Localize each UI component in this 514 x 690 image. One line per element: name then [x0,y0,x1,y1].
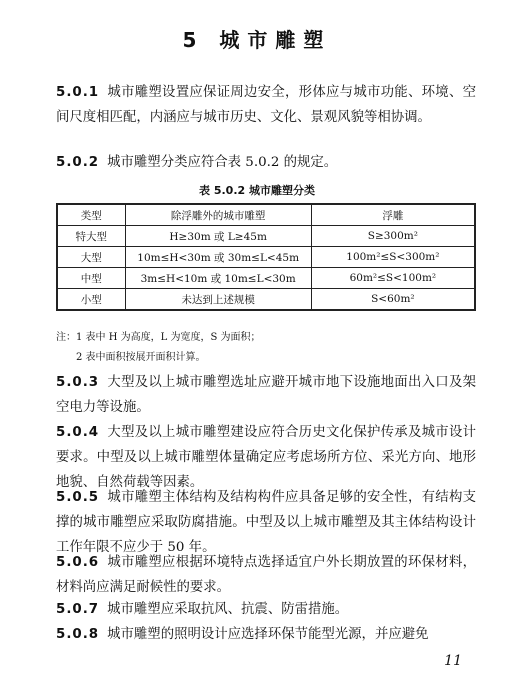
clause-5-0-4 [56,420,476,495]
clause-5-0-3 [56,370,476,420]
classification-table [56,203,476,311]
table-cell: 中型 [57,268,125,289]
table-cell: S≥300m² [311,226,475,247]
table-cell: 3m≤H<10m 或 10m≤L<30m [125,268,311,289]
note-text: 2 表中面积按展开面积计算。 [76,352,206,363]
clause-text: 城市雕塑设置应保证周边安全，形体应与城市功能、环境、空间尺度相匹配，内涵应与城市历史、文化、景观风貌等相协调。 [56,85,476,125]
table-header-row [57,204,475,226]
table-cell: S<60m² [311,289,475,311]
notes-label: 注： [56,332,76,343]
clause-text: 城市雕塑的照明设计应选择环保节能型光源，并应避免 [107,627,429,642]
clause-5-0-2 [56,150,476,175]
table-cell: H≥30m 或 L≥45m [125,226,311,247]
table-cell: 大型 [57,247,125,268]
clause-5-0-7 [56,597,476,622]
clause-number: 5.0.2 [56,155,100,170]
clause-number: 5.0.8 [56,627,100,642]
table-cell: 特大型 [57,226,125,247]
table-row [57,226,475,247]
note-line [56,328,476,348]
table-cell: 60m²≤S<100m² [311,268,475,289]
table-cell: 未达到上述规模 [125,289,311,311]
clause-5-0-8 [56,622,476,647]
table-header-cell: 除浮雕外的城市雕塑 [125,204,311,226]
table-row [57,289,475,311]
chapter-title: 5 城市雕塑 [182,28,332,52]
note-line [56,348,476,368]
clause-5-0-1 [56,80,476,130]
table-header-cell: 浮雕 [311,204,475,226]
table-header-cell: 类型 [57,204,125,226]
clause-number: 5.0.1 [56,85,100,100]
table-row [57,247,475,268]
clause-text: 城市雕塑应采取抗风、抗震、防雷措施。 [107,602,349,617]
clause-number: 5.0.5 [56,490,100,505]
clause-number: 5.0.3 [56,375,100,390]
clause-text: 城市雕塑主体结构及结构构件应具备足够的安全性，有结构支撑的城市雕塑应采取防腐措施。中型及以上城市雕塑及其主体结构设计工作年限不应少于 50 年。 [56,490,476,555]
clause-5-0-5 [56,485,476,560]
clause-text: 城市雕塑应根据环境特点选择适宜户外长期放置的环保材料，材料尚应满足耐候性的要求。 [56,555,476,595]
table-notes [56,328,476,368]
table-cell: 10m≤H<30m 或 30m≤L<45m [125,247,311,268]
clause-text: 大型及以上城市雕塑选址应避开城市地下设施地面出入口及架空电力等设施。 [56,375,476,415]
table-row [57,268,475,289]
clause-number: 5.0.6 [56,555,100,570]
table-cell: 100m²≤S<300m² [311,247,475,268]
clause-text: 大型及以上城市雕塑建设应符合历史文化保护传承及城市设计要求。中型及以上城市雕塑体量确定应考虑场所方位、采光方向、地形地貌、自然荷载等因素。 [56,425,476,490]
note-text: 1 表中 H 为高度，L 为宽度，S 为面积； [76,332,261,343]
clause-number: 5.0.4 [56,425,100,440]
page-number: 11 [444,653,462,669]
clause-text: 城市雕塑分类应符合表 5.0.2 的规定。 [107,155,338,170]
table-cell: 小型 [57,289,125,311]
clause-5-0-6 [56,550,476,600]
clause-number: 5.0.7 [56,602,100,617]
table-caption: 表 5.0.2 城市雕塑分类 [199,184,315,197]
